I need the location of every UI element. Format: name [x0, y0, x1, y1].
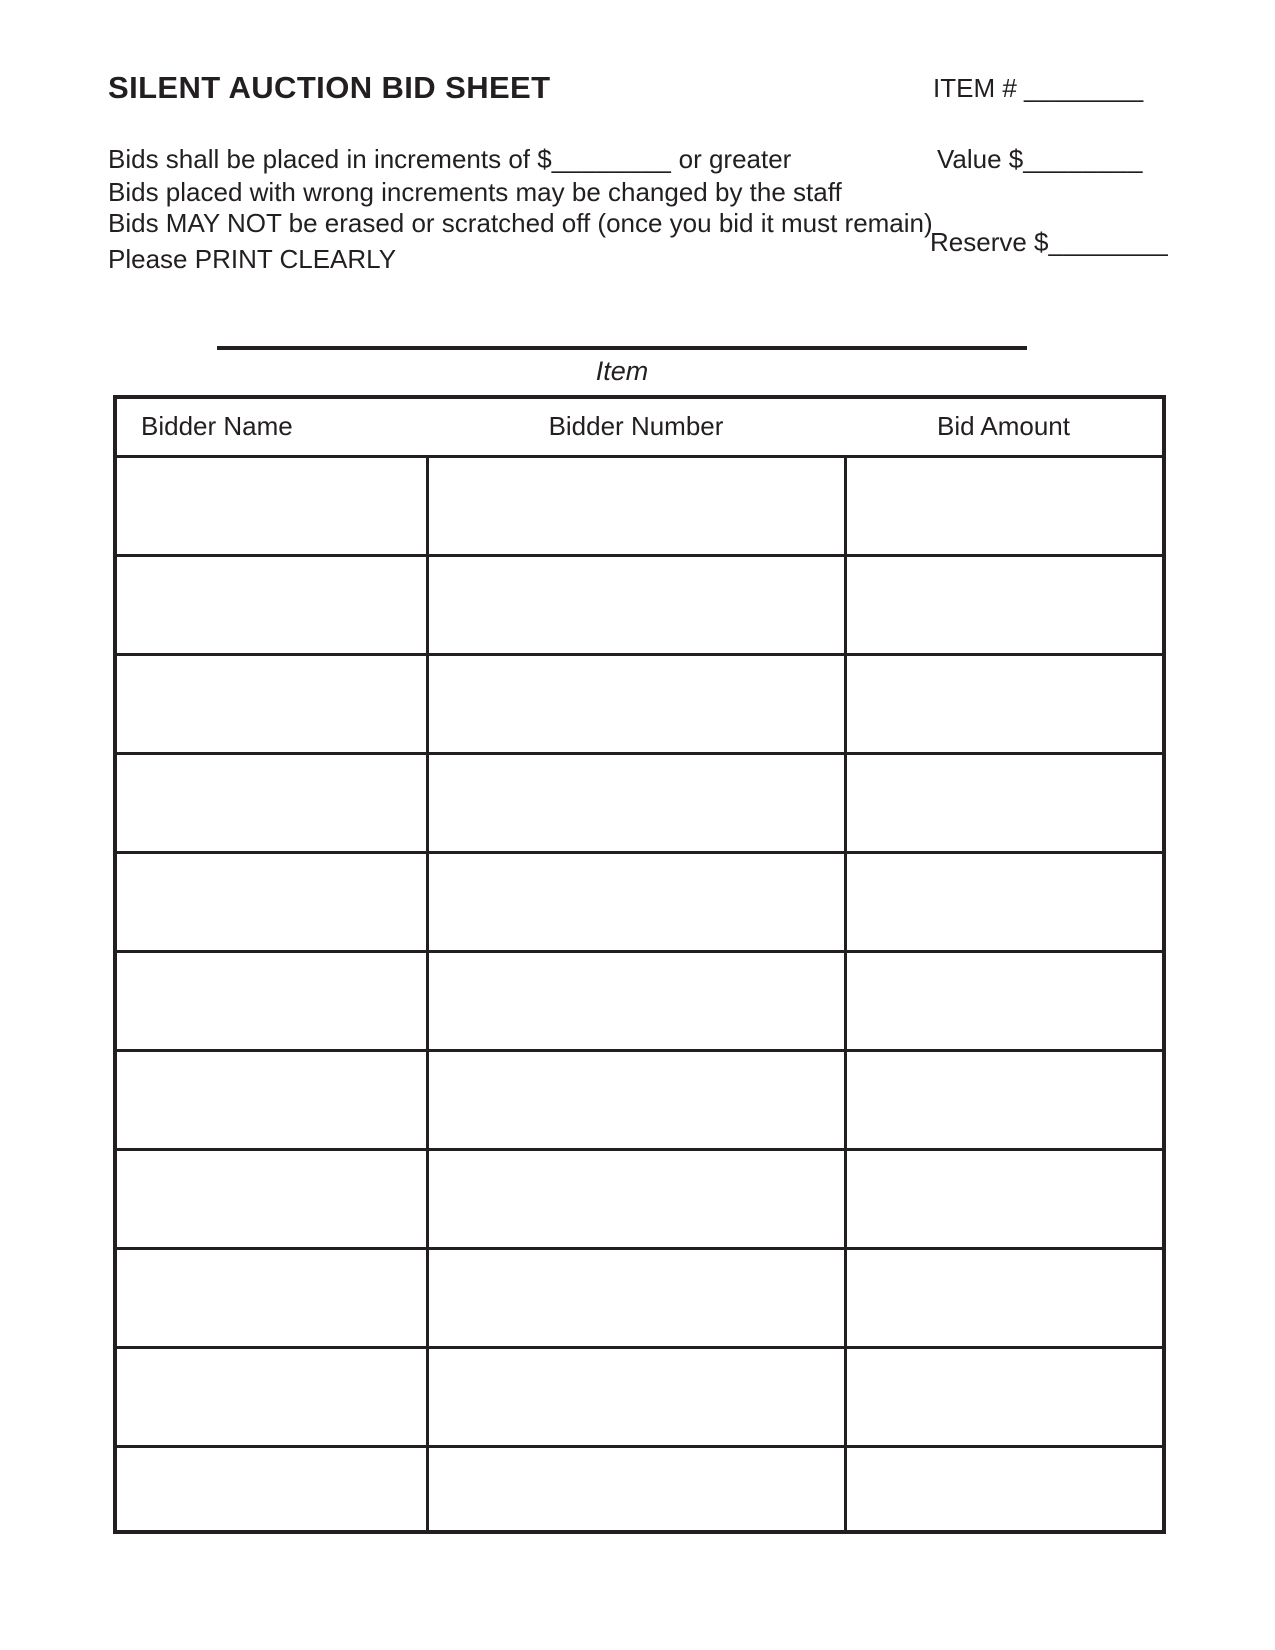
bid-amount-cell[interactable] [845, 1446, 1164, 1532]
bid-amount-cell[interactable] [845, 555, 1164, 654]
bidder-name-cell[interactable] [115, 753, 427, 852]
bid-table [113, 395, 1166, 1534]
increment-blank[interactable]: ________ [551, 144, 672, 174]
header-bidder-name: Bidder Name [115, 397, 427, 456]
bid-amount-cell[interactable] [845, 1248, 1164, 1347]
table-row [115, 753, 1164, 852]
reserve-label: Reserve $ [930, 227, 1049, 257]
bidder-number-cell[interactable] [427, 1149, 845, 1248]
reserve-field [930, 227, 1168, 258]
bid-amount-cell[interactable] [845, 1050, 1164, 1149]
reserve-blank[interactable]: ________ [1048, 227, 1169, 257]
bidder-name-cell[interactable] [115, 1248, 427, 1347]
item-name-blank-line[interactable] [217, 346, 1027, 350]
table-row [115, 1347, 1164, 1446]
table-row [115, 951, 1164, 1050]
header-bidder-number: Bidder Number [427, 397, 845, 456]
bid-amount-cell[interactable] [845, 753, 1164, 852]
bid-amount-cell[interactable] [845, 1149, 1164, 1248]
value-label: Value $ [937, 144, 1024, 174]
value-blank[interactable]: ________ [1023, 144, 1143, 174]
bidder-number-cell[interactable] [427, 753, 845, 852]
table-row [115, 555, 1164, 654]
bidder-name-cell[interactable] [115, 852, 427, 951]
bidder-name-cell[interactable] [115, 456, 427, 555]
bid-amount-cell[interactable] [845, 654, 1164, 753]
table-row [115, 1248, 1164, 1347]
instruction-line-2: Bids placed with wrong increments may be changed by the staff [108, 177, 842, 207]
bidder-name-cell[interactable] [115, 951, 427, 1050]
bidder-name-cell[interactable] [115, 1149, 427, 1248]
bidder-number-cell[interactable] [427, 1446, 845, 1532]
bidder-name-cell[interactable] [115, 1050, 427, 1149]
bidder-number-cell[interactable] [427, 951, 845, 1050]
bid-table-header-row [115, 397, 1164, 456]
bid-amount-cell[interactable] [845, 852, 1164, 951]
bid-table-body [115, 456, 1164, 1532]
bid-amount-cell[interactable] [845, 1347, 1164, 1446]
bidder-number-cell[interactable] [427, 555, 845, 654]
instruction-line-1 [108, 144, 791, 175]
item-number-label: ITEM # [933, 73, 1017, 103]
item-number-field [933, 73, 1144, 104]
bidder-number-cell[interactable] [427, 654, 845, 753]
print-clearly-note: Please PRINT CLEARLY [108, 244, 397, 274]
table-row [115, 852, 1164, 951]
bid-amount-cell[interactable] [845, 951, 1164, 1050]
table-row [115, 456, 1164, 555]
bidder-number-cell[interactable] [427, 852, 845, 951]
instruction-line-1-prefix: Bids shall be placed in increments of $ [108, 144, 552, 174]
table-row [115, 1050, 1164, 1149]
bidder-number-cell[interactable] [427, 1347, 845, 1446]
instruction-line-3: Bids MAY NOT be erased or scratched off (once you bid it must remain) [108, 208, 933, 238]
header-bid-amount: Bid Amount [845, 397, 1164, 456]
table-row [115, 1446, 1164, 1532]
item-number-blank[interactable]: ________ [1024, 73, 1144, 103]
bidder-number-cell[interactable] [427, 1248, 845, 1347]
page-title: SILENT AUCTION BID SHEET [108, 70, 551, 105]
bidder-name-cell[interactable] [115, 555, 427, 654]
bid-amount-cell[interactable] [845, 456, 1164, 555]
bidder-name-cell[interactable] [115, 654, 427, 753]
item-caption: Item [595, 356, 649, 386]
table-row [115, 1149, 1164, 1248]
value-field [937, 144, 1143, 175]
bidder-number-cell[interactable] [427, 456, 845, 555]
instruction-line-1-suffix: or greater [671, 144, 792, 174]
bidder-name-cell[interactable] [115, 1446, 427, 1532]
table-row [115, 654, 1164, 753]
bidder-name-cell[interactable] [115, 1347, 427, 1446]
bidder-number-cell[interactable] [427, 1050, 845, 1149]
